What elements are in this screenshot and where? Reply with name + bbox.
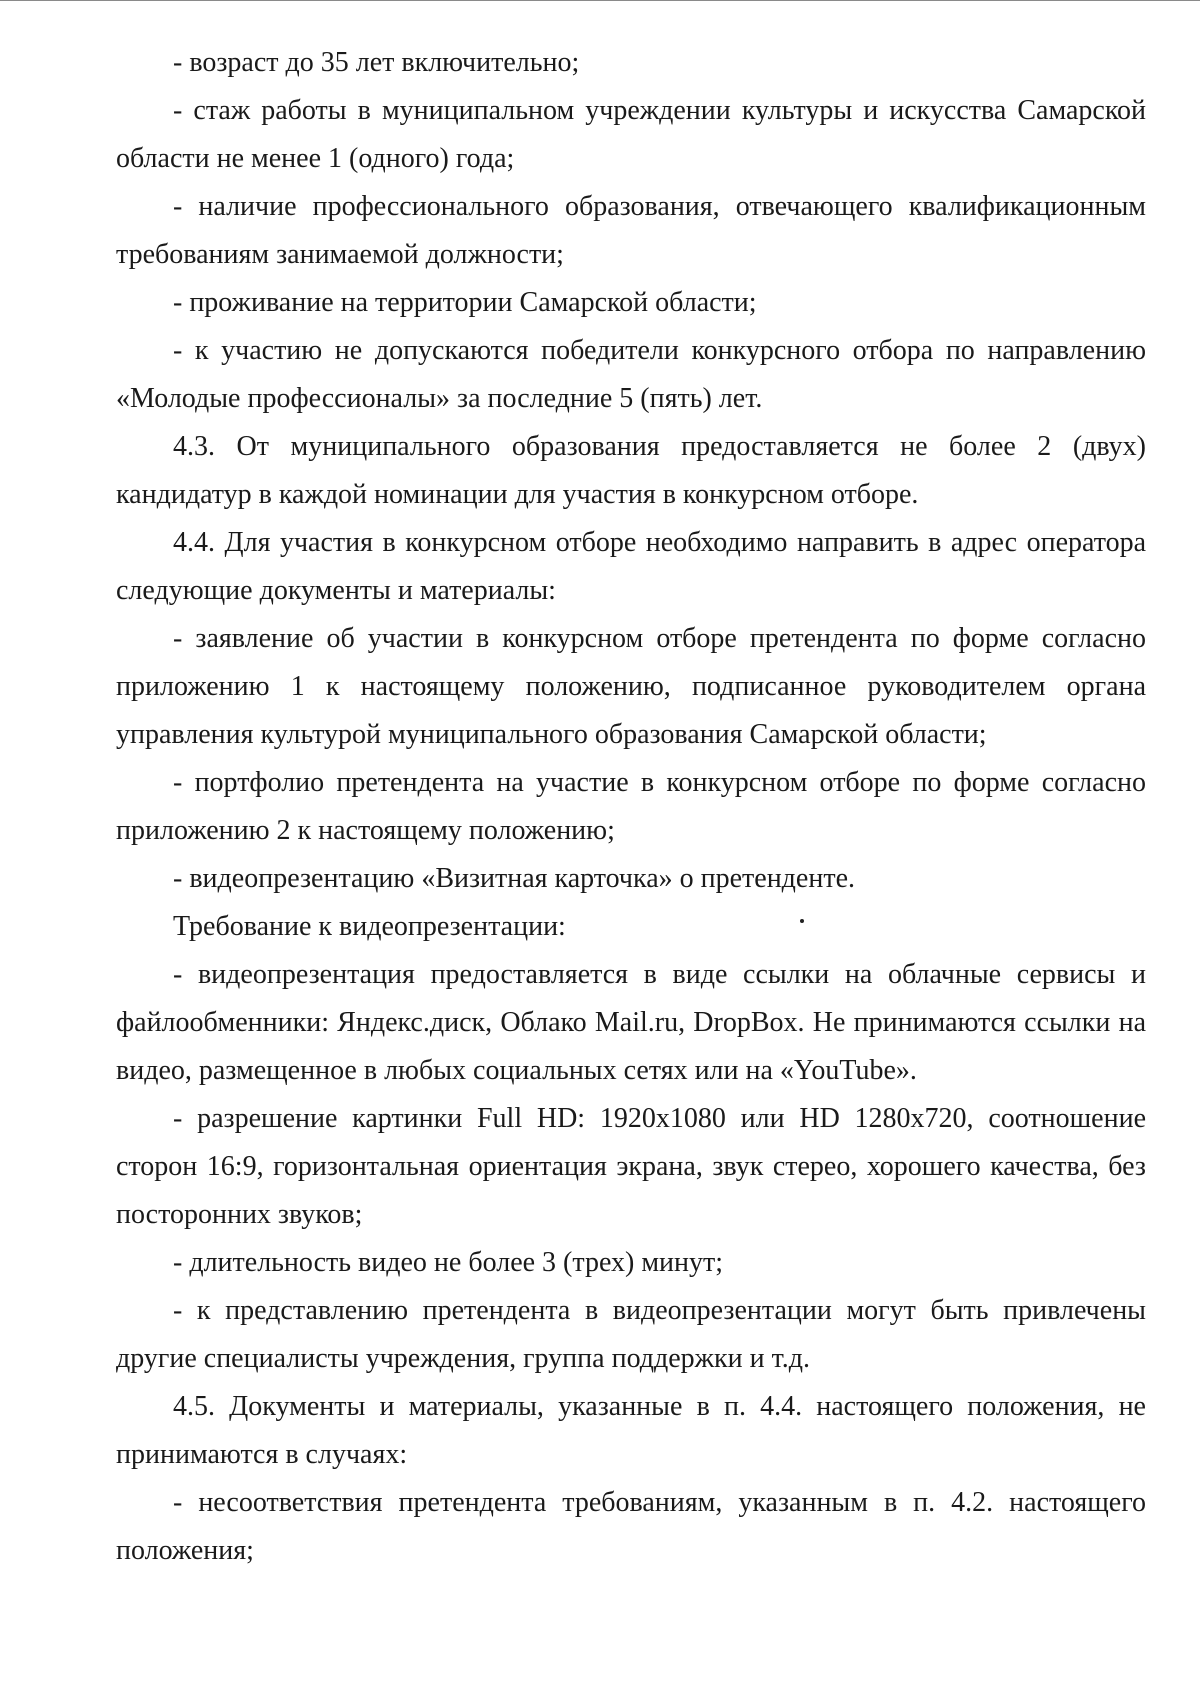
paragraph-video-participants: - к представлению претендента в видеопрезентации могут быть привлечены другие специалисты учреждения, группа поддержки и т.д. bbox=[116, 1295, 1146, 1374]
paragraph-video-links: - видеопрезентация предоставляется в виде ссылки на облачные сервисы и файлообменники: Яндекс.диск, Облако Mail.ru, DropBox. Не принимаются ссылки на видео, размещенное в любых социальных сетях или на «YouTube». bbox=[116, 959, 1146, 1086]
paragraph-education: - наличие профессионального образования, отвечающего квалификационным требованиям занимаемой должности; bbox=[116, 191, 1146, 270]
scan-artifact-dot bbox=[800, 919, 804, 923]
paragraph-nonconformity: - несоответствия претендента требованиям, указанным в п. 4.2. настоящего положения; bbox=[116, 1487, 1146, 1566]
paragraph-work-experience: - стаж работы в муниципальном учреждении культуры и искусства Самарской области не менее 1 (одного) года; bbox=[116, 95, 1146, 174]
paragraph-4-4: 4.4. Для участия в конкурсном отборе необходимо направить в адрес оператора следующие документы и материалы: bbox=[116, 527, 1146, 606]
paragraph-age: - возраст до 35 лет включительно; bbox=[173, 47, 580, 78]
paragraph-application: - заявление об участии в конкурсном отборе претендента по форме согласно приложению 1 к настоящему положению, подписанное руководителем органа управления культурой муниципального образования Самарской области; bbox=[116, 623, 1146, 750]
paragraph-video-resolution: - разрешение картинки Full HD: 1920x1080 или HD 1280x720, соотношение сторон 16:9, горизонтальная ориентация экрана, звук стерео, хорошего качества, без посторонних звуков; bbox=[116, 1103, 1146, 1230]
paragraph-video-duration: - длительность видео не более 3 (трех) минут; bbox=[173, 1247, 724, 1278]
paragraph-4-3: 4.3. От муниципального образования предоставляется не более 2 (двух) кандидатур в каждой номинации для участия в конкурсном отборе. bbox=[116, 431, 1146, 510]
paragraph-residence: - проживание на территории Самарской области; bbox=[173, 287, 757, 318]
paragraph-previous-winners: - к участию не допускаются победители конкурсного отбора по направлению «Молодые профессионалы» за последние 5 (пять) лет. bbox=[116, 335, 1146, 414]
paragraph-video-requirements-heading: Требование к видеопрезентации: bbox=[173, 911, 566, 942]
paragraph-4-5: 4.5. Документы и материалы, указанные в п. 4.4. настоящего положения, не принимаются в случаях: bbox=[116, 1391, 1146, 1470]
document-body bbox=[116, 39, 1146, 1575]
paragraph-portfolio: - портфолио претендента на участие в конкурсном отборе по форме согласно приложению 2 к настоящему положению; bbox=[116, 767, 1146, 846]
paragraph-video-presentation: - видеопрезентацию «Визитная карточка» о претенденте. bbox=[173, 863, 856, 894]
